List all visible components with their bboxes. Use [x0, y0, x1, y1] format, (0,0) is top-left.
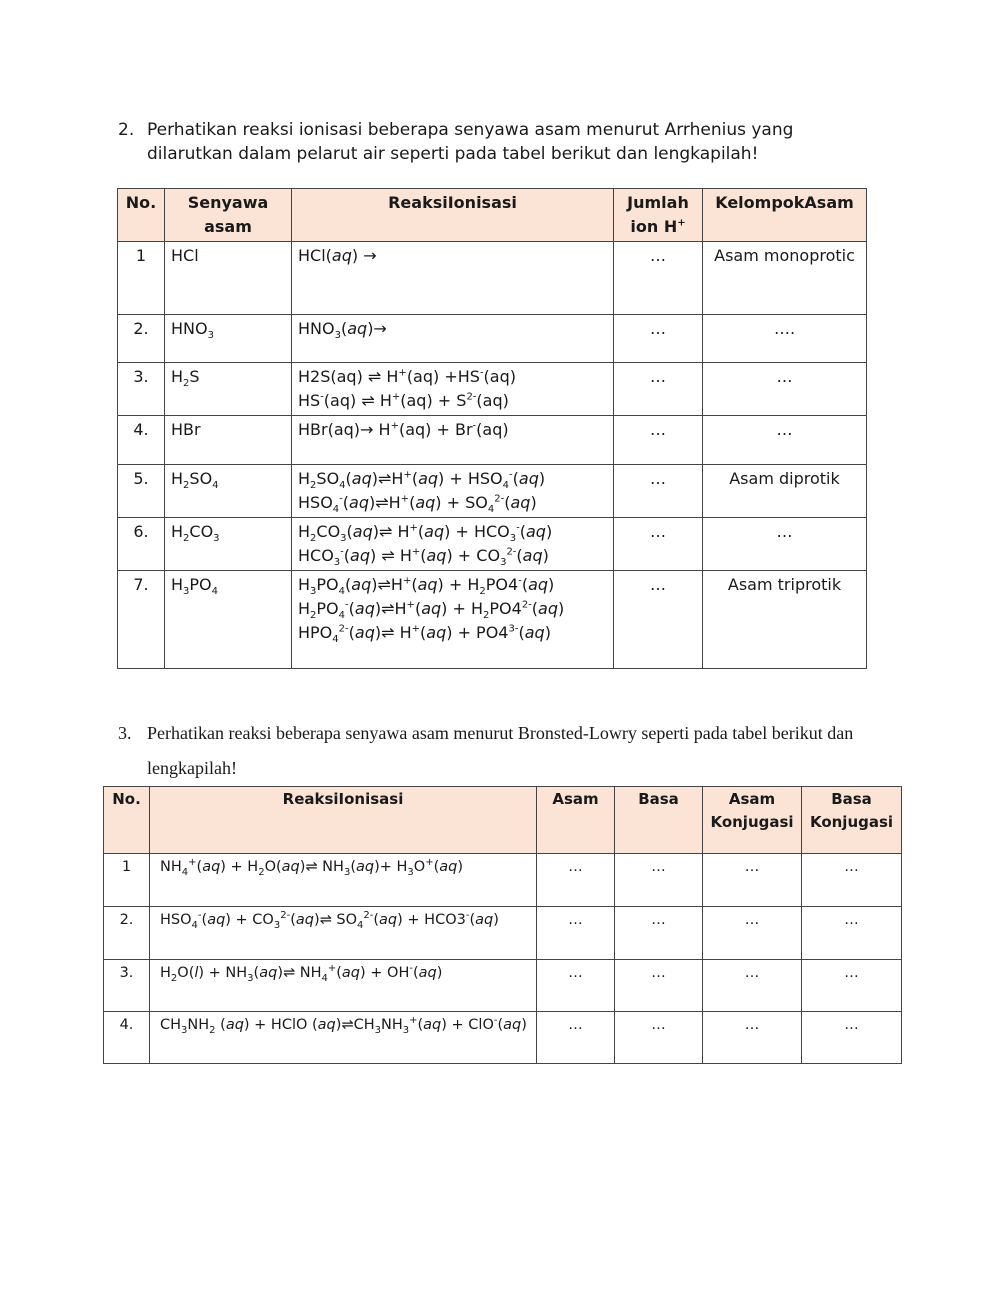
row-no: 5.	[118, 465, 165, 518]
question-3-number: 3.	[118, 723, 132, 743]
row-compound: $H_2S$	[165, 363, 292, 416]
row-reaction: $CH_3NH_2$ (aq) + HClO $(aq)\rightleftharpoons CH_3NH_3^+(aq) + ClO^-(aq)$	[150, 1012, 537, 1064]
row-no: 6.	[118, 518, 165, 571]
row-jumlah: …	[614, 416, 703, 465]
question-3-text: Perhatikan reaksi beberapa senyawa asam menurut Bronsted-Lowry seperti pada tabel berikut dan lengkapilah!	[147, 723, 854, 778]
row-jumlah: …	[614, 518, 703, 571]
row-asam: …	[537, 854, 615, 907]
row-reaction: $NH_4^+(aq)$ + $H_2O(aq)\rightleftharpoons$ $NH_3(aq)+ H_3O^+(aq)$	[150, 854, 537, 907]
row-basa-konjugasi: …	[802, 907, 902, 960]
row-reaction: HBr(aq)→ H+(aq) + Br-(aq)	[292, 416, 614, 465]
question-2-text: Perhatikan reaksi ionisasi beberapa senyawa asam menurut Arrhenius yang dilarutkan dalam pelarut air seperti pada tabel berikut dan lengkapilah!	[147, 120, 794, 164]
row-jumlah: …	[614, 465, 703, 518]
row-asam-konjugasi: …	[703, 854, 802, 907]
row-compound: HBr	[165, 416, 292, 465]
row-reaction: HCl(aq) →	[292, 242, 614, 315]
row-compound: HCl	[165, 242, 292, 315]
row-compound: $H_3PO_4$	[165, 571, 292, 669]
header-senyawa: Senyawa asam	[165, 189, 292, 242]
table-row	[118, 363, 867, 416]
row-no: 3.	[118, 363, 165, 416]
table-row	[118, 465, 867, 518]
table-row	[118, 571, 867, 669]
question-2-number: 2.	[118, 120, 135, 140]
header-asam: Asam	[537, 787, 615, 854]
header-jumlah	[614, 189, 703, 242]
header-jumlah-sup: +	[677, 217, 686, 229]
table-row	[104, 1012, 902, 1064]
row-reaction: $H_2SO_4(aq)\rightleftharpoons H^+(aq) + HSO_4^-(aq)$ $HSO_4^-(aq)\rightleftharpoons H^+(aq) + SO_4^{2-}(aq)$	[292, 465, 614, 518]
row-kelompok: Asam diprotik	[703, 465, 867, 518]
header-no: No.	[104, 787, 150, 854]
header-basa-konjugasi: Basa Konjugasi	[802, 787, 902, 854]
table-row	[118, 416, 867, 465]
header-reaksi: ReaksiIonisasi	[292, 189, 614, 242]
header-reaksi: ReaksiIonisasi	[150, 787, 537, 854]
row-reaction: $HSO_4^-(aq)$ + $CO_3^{2-}(aq)\rightleftharpoons$ $SO_4^{2-}(aq) + HCO3^-(aq)$	[150, 907, 537, 960]
row-kelompok: …	[703, 416, 867, 465]
row-reaction: $H_2O(l)$ + $NH_3(aq)\rightleftharpoons$ $NH_4^+(aq) + OH^-(aq)$	[150, 960, 537, 1012]
header-no: No.	[118, 189, 165, 242]
header-jumlah-text: Jumlah ion H	[627, 193, 689, 236]
row-jumlah: …	[614, 315, 703, 363]
row-basa: …	[615, 960, 703, 1012]
row-basa-konjugasi: …	[802, 960, 902, 1012]
row-no: 1	[118, 242, 165, 315]
row-basa: …	[615, 854, 703, 907]
row-basa: …	[615, 907, 703, 960]
table-row	[118, 315, 867, 363]
row-asam: …	[537, 960, 615, 1012]
row-asam: …	[537, 907, 615, 960]
row-reaction: H2S(aq) ⇌ H+(aq) +HS-(aq) HS-(aq) ⇌ $H^+(aq) + S^{2-}(aq)$	[292, 363, 614, 416]
row-basa: …	[615, 1012, 703, 1064]
table-header-row	[104, 787, 902, 854]
row-compound: $H_2SO_4$	[165, 465, 292, 518]
row-compound: $H_2CO_3$	[165, 518, 292, 571]
row-asam: …	[537, 1012, 615, 1064]
row-no: 2.	[104, 907, 150, 960]
bronsted-lowry-table	[103, 786, 902, 1064]
row-kelompok: …	[703, 518, 867, 571]
row-no: 2.	[118, 315, 165, 363]
header-asam-konjugasi: Asam Konjugasi	[703, 787, 802, 854]
table-row	[118, 518, 867, 571]
table-header-row	[118, 189, 867, 242]
table-row	[104, 960, 902, 1012]
row-basa-konjugasi: …	[802, 1012, 902, 1064]
row-jumlah: …	[614, 242, 703, 315]
row-reaction: $H_3PO_4(aq)\rightleftharpoons H^+(aq) + H_2PO4^-(aq)$ $H_2PO_4^-(aq)\rightleftharpoons H^+(aq) + H_2PO4^{2-}(aq)$ $HPO_4^{2-}(aq)\rightleftharpoons$ $H^+(aq) + PO4^{3-}(aq)$	[292, 571, 614, 669]
row-no: 4.	[104, 1012, 150, 1064]
row-kelompok: ….	[703, 315, 867, 363]
header-basa: Basa	[615, 787, 703, 854]
row-compound: $HNO_3$	[165, 315, 292, 363]
row-reaction: $HNO_3(aq)\to$	[292, 315, 614, 363]
table-row	[104, 854, 902, 907]
row-no: 3.	[104, 960, 150, 1012]
row-asam-konjugasi: …	[703, 960, 802, 1012]
header-kelompok: KelompokAsam	[703, 189, 867, 242]
table-row	[118, 242, 867, 315]
row-kelompok: Asam monoprotic	[703, 242, 867, 315]
row-reaction: $H_2CO_3(aq)\rightleftharpoons$ $H^+(aq) + HCO_3^-(aq)$ $HCO_3^-(aq)$ ⇌ $H^+(aq) + CO_3^{2-}(aq)$	[292, 518, 614, 571]
row-jumlah: …	[614, 571, 703, 669]
row-no: 7.	[118, 571, 165, 669]
row-kelompok: Asam triprotik	[703, 571, 867, 669]
row-no: 4.	[118, 416, 165, 465]
row-no: 1	[104, 854, 150, 907]
row-kelompok: …	[703, 363, 867, 416]
row-jumlah: …	[614, 363, 703, 416]
row-asam-konjugasi: …	[703, 907, 802, 960]
arrhenius-table	[117, 188, 867, 669]
table-row	[104, 907, 902, 960]
row-asam-konjugasi: …	[703, 1012, 802, 1064]
row-basa-konjugasi: …	[802, 854, 902, 907]
